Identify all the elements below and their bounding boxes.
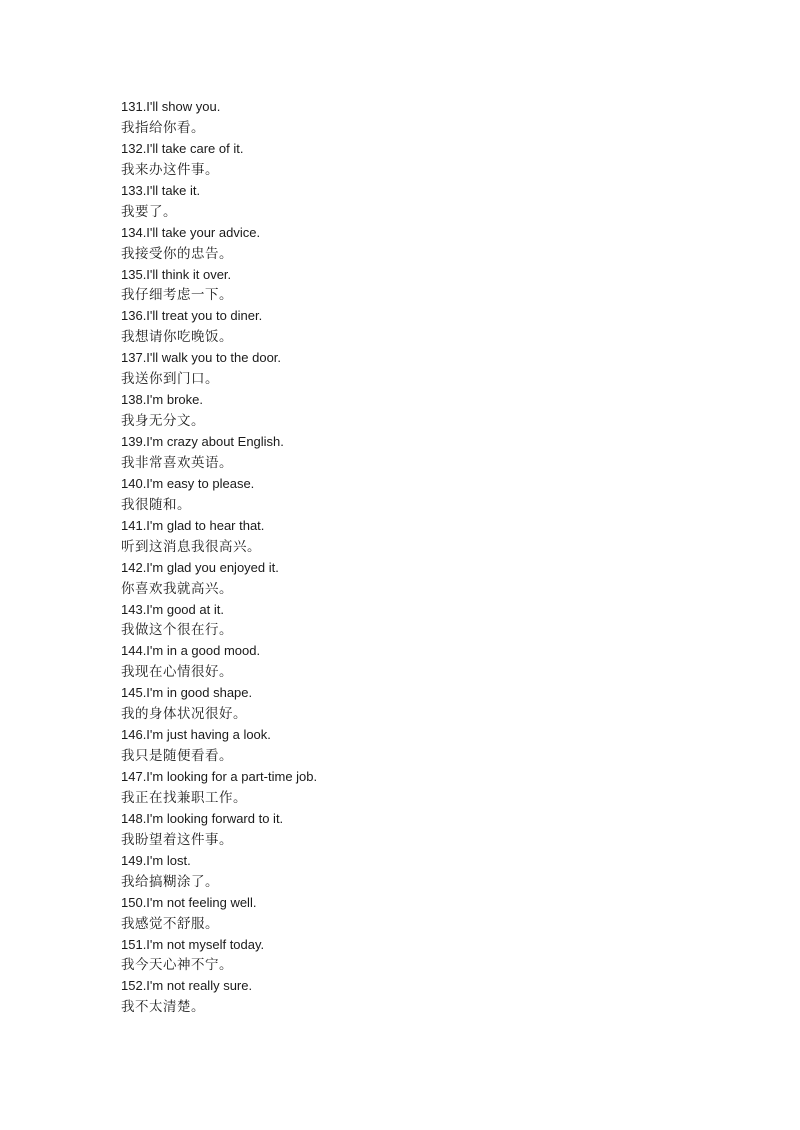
phrase-entry xyxy=(121,935,681,977)
phrase-entry xyxy=(121,641,681,683)
phrase-entry xyxy=(121,976,681,1018)
phrase-entry xyxy=(121,432,681,474)
english-phrase: 145.I'm in good shape. xyxy=(121,685,253,701)
chinese-translation: 我的身体状况很好。 xyxy=(121,706,247,723)
phrase-entry xyxy=(121,558,681,600)
english-phrase: 138.I'm broke. xyxy=(121,392,203,408)
chinese-translation: 我今天心神不宁。 xyxy=(121,957,233,974)
chinese-translation: 我很随和。 xyxy=(121,496,191,513)
english-phrase: 143.I'm good at it. xyxy=(121,601,224,617)
phrase-entry xyxy=(121,600,681,642)
chinese-translation: 听到这消息我很高兴。 xyxy=(121,538,261,555)
chinese-translation: 我来办这件事。 xyxy=(121,161,219,178)
chinese-translation: 我要了。 xyxy=(121,203,177,220)
english-phrase: 131.I'll show you. xyxy=(121,99,221,114)
chinese-translation: 我接受你的忠告。 xyxy=(121,245,233,262)
chinese-translation: 我做这个很在行。 xyxy=(121,622,233,639)
phrase-entry xyxy=(121,851,681,893)
english-phrase: 147.I'm looking for a part-time job. xyxy=(121,769,318,784)
english-phrase: 144.I'm in a good mood. xyxy=(121,643,261,659)
english-phrase: 139.I'm crazy about English. xyxy=(121,434,284,449)
english-phrase: 137.I'll walk you to the door. xyxy=(121,350,282,366)
phrase-entry xyxy=(121,348,681,390)
english-phrase: 135.I'll think it over. xyxy=(121,266,232,282)
phrase-entry xyxy=(121,265,681,307)
english-phrase: 148.I'm looking forward to it. xyxy=(121,810,284,826)
chinese-translation: 我仔细考虑一下。 xyxy=(121,287,233,304)
chinese-translation: 我盼望着这件事。 xyxy=(121,831,233,848)
phrase-entry xyxy=(121,181,681,223)
chinese-translation: 我感觉不舒服。 xyxy=(121,915,219,932)
chinese-translation: 我只是随便看看。 xyxy=(121,748,233,765)
chinese-translation: 我现在心情很好。 xyxy=(121,664,233,681)
phrase-entry xyxy=(121,809,681,851)
english-phrase: 132.I'll take care of it. xyxy=(121,140,244,156)
phrase-entry xyxy=(121,223,681,265)
english-phrase: 152.I'm not really sure. xyxy=(121,978,253,994)
english-phrase: 134.I'll take your advice. xyxy=(121,224,261,240)
english-phrase: 136.I'll treat you to diner. xyxy=(121,308,263,324)
chinese-translation: 我给搞糊涂了。 xyxy=(121,873,219,890)
chinese-translation: 我正在找兼职工作。 xyxy=(121,789,247,806)
english-phrase: 141.I'm glad to hear that. xyxy=(121,517,265,533)
phrase-entry xyxy=(121,683,681,725)
phrase-entry xyxy=(121,474,681,516)
chinese-translation: 你喜欢我就高兴。 xyxy=(121,580,233,597)
english-phrase: 151.I'm not myself today. xyxy=(121,936,265,952)
english-phrase: 133.I'll take it. xyxy=(121,182,201,198)
chinese-translation: 我送你到门口。 xyxy=(121,371,219,388)
chinese-translation: 我身无分文。 xyxy=(121,413,205,430)
phrase-entry xyxy=(121,893,681,935)
chinese-translation: 我想请你吃晚饭。 xyxy=(121,329,233,346)
phrase-entry xyxy=(121,97,681,139)
chinese-translation: 我非常喜欢英语。 xyxy=(121,454,233,471)
english-phrase: 142.I'm glad you enjoyed it. xyxy=(121,559,279,575)
english-phrase: 149.I'm lost. xyxy=(121,852,191,868)
english-phrase: 140.I'm easy to please. xyxy=(121,475,255,491)
english-phrase: 150.I'm not feeling well. xyxy=(121,894,257,910)
chinese-translation: 我指给你看。 xyxy=(121,119,205,136)
phrase-entry xyxy=(121,767,681,809)
phrase-list xyxy=(121,97,681,1018)
chinese-translation: 我不太清楚。 xyxy=(121,999,205,1016)
english-phrase: 146.I'm just having a look. xyxy=(121,727,271,743)
phrase-entry xyxy=(121,516,681,558)
phrase-entry xyxy=(121,390,681,432)
phrase-entry xyxy=(121,139,681,181)
phrase-entry xyxy=(121,306,681,348)
phrase-entry xyxy=(121,725,681,767)
